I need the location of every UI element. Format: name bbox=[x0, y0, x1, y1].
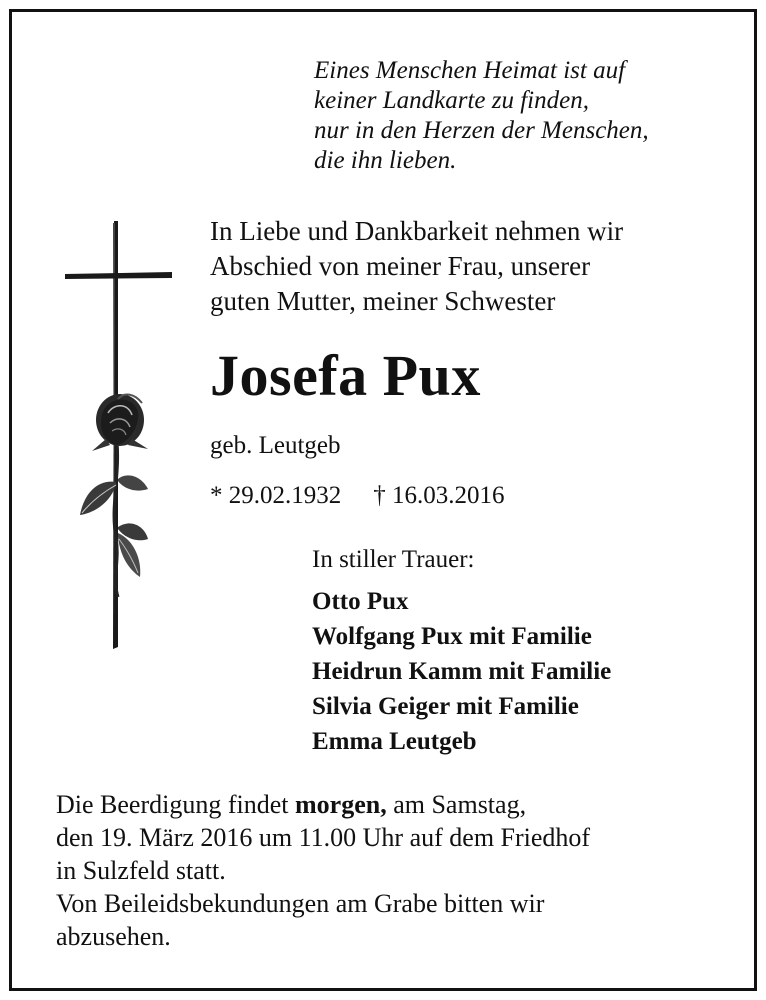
funeral-line: Von Beileidsbekundungen am Grabe bitten wir bbox=[56, 889, 545, 918]
mourner-name: Otto Pux bbox=[312, 588, 409, 615]
intro-line: guten Mutter, meiner Schwester bbox=[210, 286, 556, 316]
mourner-name: Heidrun Kamm mit Familie bbox=[312, 658, 612, 685]
birth-date: * 29.02.1932 bbox=[210, 482, 342, 509]
funeral-text: am Samstag, bbox=[386, 790, 527, 819]
motto-line: nur in den Herzen der Menschen, bbox=[314, 117, 649, 144]
motto-line: keiner Landkarte zu finden, bbox=[314, 87, 589, 114]
funeral-line: in Sulzfeld statt. bbox=[56, 856, 226, 885]
mourner-name: Wolfgang Pux mit Familie bbox=[312, 623, 592, 650]
funeral-line: abzusehen. bbox=[56, 922, 171, 951]
intro-line: In Liebe und Dankbarkeit nehmen wir bbox=[210, 216, 624, 246]
motto-quote bbox=[314, 56, 754, 176]
motto-line: die ihn lieben. bbox=[314, 147, 457, 174]
life-dates bbox=[210, 480, 505, 512]
death-date: † 16.03.2016 bbox=[373, 482, 505, 509]
funeral-emphasis: morgen, bbox=[295, 790, 387, 819]
mourning-label: In stiller Trauer: bbox=[312, 546, 475, 573]
obituary-notice bbox=[9, 9, 757, 991]
cross-with-rose-icon bbox=[62, 217, 177, 657]
mourner-name: Silvia Geiger mit Familie bbox=[312, 693, 579, 720]
funeral-notice bbox=[56, 788, 756, 953]
intro-line: Abschied von meiner Frau, unserer bbox=[210, 251, 591, 281]
funeral-text: Die Beerdigung findet bbox=[56, 790, 295, 819]
intro-text bbox=[210, 214, 750, 319]
motto-line: Eines Menschen Heimat ist auf bbox=[314, 57, 626, 84]
funeral-line: den 19. März 2016 um 11.00 Uhr auf dem Friedhof bbox=[56, 823, 591, 852]
mourners-list bbox=[312, 584, 752, 759]
maiden-name: geb. Leutgeb bbox=[210, 432, 341, 459]
mourner-name: Emma Leutgeb bbox=[312, 728, 477, 755]
funeral-line bbox=[56, 788, 756, 821]
deceased-name: Josefa Pux bbox=[210, 343, 481, 408]
